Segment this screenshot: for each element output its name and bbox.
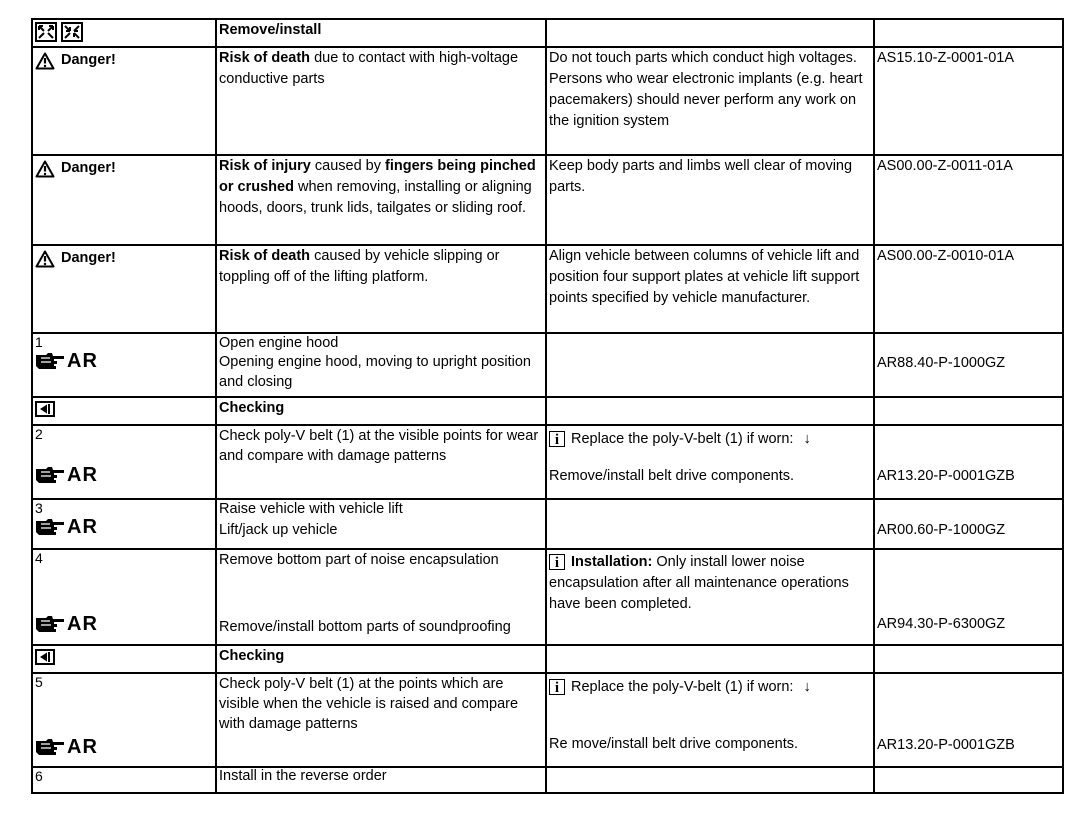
step-number: 4 xyxy=(35,550,43,566)
warning-row xyxy=(32,245,1063,333)
step-row xyxy=(32,333,1063,397)
ar-label: AR xyxy=(67,516,98,538)
step-number: 1 xyxy=(35,334,43,350)
note-text: Only install lower noise encapsulation after all maintenance operations have been completed. xyxy=(549,554,849,612)
header-title: Remove/install xyxy=(216,19,546,47)
checking-icon-cell xyxy=(32,397,216,425)
down-arrow-icon: ↓ xyxy=(803,679,811,695)
risk-text: due to contact with high-voltage conductive parts xyxy=(219,50,519,87)
ar-reference xyxy=(35,736,213,758)
risk-bold: Risk of death xyxy=(219,50,311,66)
reference-text: Lift/jack up vehicle xyxy=(219,522,338,538)
step-number-cell xyxy=(32,549,216,645)
step-row xyxy=(32,673,1063,767)
step-row xyxy=(32,549,1063,645)
note-cell xyxy=(546,425,874,499)
danger-cell xyxy=(32,47,216,155)
checking-label: Checking xyxy=(216,645,546,673)
note-bold: Installation: xyxy=(571,554,653,570)
checking-row xyxy=(32,397,1063,425)
empty-cell xyxy=(546,19,874,47)
pointing-hand-icon xyxy=(35,518,65,536)
risk-text: when removing, installing or aligning hoods, doors, trunk lids, tailgates or sliding roof. xyxy=(219,179,532,216)
risk-text: caused by xyxy=(310,158,386,174)
warning-row xyxy=(32,155,1063,245)
step-number: 3 xyxy=(35,500,43,516)
empty-cell xyxy=(874,767,1063,793)
reference-text: Remove/install belt drive components. xyxy=(549,468,795,484)
reference-code[interactable]: AR88.40-P-1000GZ xyxy=(877,355,1006,371)
step-number: 6 xyxy=(35,768,43,784)
remove-icon xyxy=(35,22,57,42)
risk-description xyxy=(216,47,546,155)
checking-label: Checking xyxy=(216,397,546,425)
info-icon: i xyxy=(549,554,565,570)
reference-code[interactable]: AR00.60-P-1000GZ xyxy=(877,522,1006,538)
step-row xyxy=(32,767,1063,793)
ar-reference xyxy=(35,464,213,486)
reference-text: Remove/install bottom parts of soundproofing xyxy=(219,619,511,635)
ar-label: AR xyxy=(67,736,98,758)
step-title: Open engine hood xyxy=(219,335,339,351)
empty-cell xyxy=(874,397,1063,425)
pointing-hand-icon xyxy=(35,615,65,633)
step-description: Install in the reverse order xyxy=(216,767,546,793)
document-code: AS00.00-Z-0010-01A xyxy=(874,245,1063,333)
table-row xyxy=(32,19,1063,47)
reference-code[interactable]: AR13.20-P-0001GZB xyxy=(877,468,1015,484)
procedure-table xyxy=(31,18,1064,794)
danger-cell xyxy=(32,245,216,333)
reference-text: Re move/install belt drive components. xyxy=(549,736,799,752)
empty-cell xyxy=(546,333,874,397)
checking-icon xyxy=(35,401,55,417)
danger-label: Danger! xyxy=(61,160,116,176)
instruction-text: Keep body parts and limbs well clear of moving parts. xyxy=(546,155,874,245)
info-icon: i xyxy=(549,431,565,447)
note-text: Replace the poly-V-belt (1) if worn: xyxy=(571,431,794,447)
install-icon xyxy=(61,22,83,42)
warning-row xyxy=(32,47,1063,155)
checking-icon-cell xyxy=(32,645,216,673)
document-code xyxy=(874,549,1063,645)
step-number-cell xyxy=(32,767,216,793)
step-description: Check poly-V belt (1) at the visible points for wear and compare with damage patterns xyxy=(216,425,546,499)
header-icons-cell xyxy=(32,19,216,47)
risk-bold: Risk of death xyxy=(219,248,311,264)
risk-text: caused by vehicle slipping or toppling off of the lifting platform. xyxy=(219,248,500,285)
pointing-hand-icon xyxy=(35,352,65,370)
risk-description xyxy=(216,155,546,245)
step-description xyxy=(216,549,546,645)
empty-cell xyxy=(874,645,1063,673)
reference-text: Opening engine hood, moving to upright position and closing xyxy=(219,354,531,390)
down-arrow-icon: ↓ xyxy=(803,431,811,447)
checking-icon xyxy=(35,649,55,665)
step-description xyxy=(216,499,546,549)
warning-triangle-icon xyxy=(35,250,55,268)
checking-row xyxy=(32,645,1063,673)
note-text: Replace the poly-V-belt (1) if worn: xyxy=(571,679,794,695)
reference-code[interactable]: AR13.20-P-0001GZB xyxy=(877,737,1015,753)
danger-cell xyxy=(32,155,216,245)
risk-bold: Risk of injury xyxy=(219,158,311,174)
ar-label: AR xyxy=(67,464,98,486)
step-number-cell xyxy=(32,499,216,549)
pointing-hand-icon xyxy=(35,466,65,484)
instruction-text: Do not touch parts which conduct high voltages. Persons who wear electronic implants (e.g. heart pacemakers) should never perform any work on the ignition system xyxy=(546,47,874,155)
warning-triangle-icon xyxy=(35,52,55,70)
empty-cell xyxy=(546,397,874,425)
document-code xyxy=(874,425,1063,499)
step-number: 5 xyxy=(35,674,43,690)
step-number-cell xyxy=(32,673,216,767)
step-description: Check poly-V belt (1) at the points which are visible when the vehicle is raised and compare with damage patterns xyxy=(216,673,546,767)
risk-bold-2: fingers being pinched or crushed xyxy=(219,158,536,195)
reference-code[interactable]: AR94.30-P-6300GZ xyxy=(877,616,1006,632)
document-code: AS00.00-Z-0011-01A xyxy=(874,155,1063,245)
empty-cell xyxy=(546,499,874,549)
ar-reference xyxy=(35,516,213,538)
step-description xyxy=(216,333,546,397)
warning-triangle-icon xyxy=(35,160,55,178)
step-number: 2 xyxy=(35,426,43,442)
danger-label: Danger! xyxy=(61,250,116,266)
ar-reference xyxy=(35,350,213,372)
empty-cell xyxy=(874,19,1063,47)
empty-cell xyxy=(546,645,874,673)
ar-reference xyxy=(35,613,213,635)
document-code: AS15.10-Z-0001-01A xyxy=(874,47,1063,155)
step-row xyxy=(32,425,1063,499)
step-text: Remove bottom part of noise encapsulation xyxy=(219,552,499,568)
step-title: Raise vehicle with vehicle lift xyxy=(219,501,403,517)
note-cell xyxy=(546,673,874,767)
document-code xyxy=(874,499,1063,549)
danger-label: Danger! xyxy=(61,52,116,68)
ar-label: AR xyxy=(67,350,98,372)
step-number-cell xyxy=(32,333,216,397)
instruction-text: Align vehicle between columns of vehicle lift and position four support plates at vehicle lift support points specified by vehicle manufacturer. xyxy=(546,245,874,333)
pointing-hand-icon xyxy=(35,738,65,756)
note-cell xyxy=(546,549,874,645)
ar-label: AR xyxy=(67,613,98,635)
step-number-cell xyxy=(32,425,216,499)
document-code xyxy=(874,673,1063,767)
document-code xyxy=(874,333,1063,397)
empty-cell xyxy=(546,767,874,793)
step-row xyxy=(32,499,1063,549)
risk-description xyxy=(216,245,546,333)
info-icon: i xyxy=(549,679,565,695)
